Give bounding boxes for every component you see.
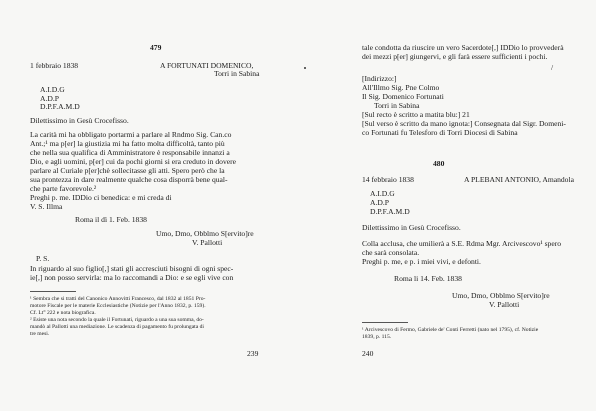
footnote-line: motore Fiscale per le materie Ecclesiastiche (Notizie per l'Anno 1832, p. 159). xyxy=(30,303,206,309)
recipient-name: A PLEBANI ANTONIO, Amandola xyxy=(464,175,574,184)
footnote-line: ² Esiste una nota secondo la quale il Fortunati, riguardo a una sua somma, do- xyxy=(30,317,204,323)
body-line: che parte favorevole.² xyxy=(30,184,97,193)
footnote-line: ¹ Arcivescovo di Fermo, Gabriele de' Conti Ferretti (nato nel 1795), cf. Notizie xyxy=(362,327,539,333)
stray-mark: / xyxy=(551,63,554,72)
address-line: [Indirizzo:] xyxy=(362,74,397,83)
body-line: Colla acclusa, che umilierà a S.E. Rdma Mgr. Arcivescovo¹ spero xyxy=(362,239,562,248)
letter-date: 14 febbraio 1838 xyxy=(362,175,414,184)
body-line: che nella sua qualifica di Amministratore è responsabile innanzi a xyxy=(30,148,230,157)
letter-number: 479 xyxy=(150,43,162,52)
footnote-line: Cf. Lt° 222 e nota biografica. xyxy=(30,310,96,316)
postscript-line: In riguardo al suo figlio[,] stati gli accresciuti bisogni di ogni spec- xyxy=(30,264,234,273)
footnote-rule xyxy=(30,291,76,292)
body-line: che sarà consolata. xyxy=(362,248,420,257)
body-line: V. S. Illma xyxy=(30,202,63,211)
page-number: 240 xyxy=(362,349,374,358)
right-page xyxy=(298,0,596,411)
page-number: 239 xyxy=(247,349,259,358)
body-line: Preghi p. me, e p. i miei vivi, e defonti. xyxy=(362,257,481,266)
footnote-line: mandò al Pallotti una mediazione. Le scadenza di pagamento fu prolungata di xyxy=(30,324,204,330)
address-line: All'Illmo Sig. Pne Colmo xyxy=(362,83,440,92)
address-line: [Sul verso è scritto da mano ignota:] Consegnata dal Sigr. Domeni- xyxy=(362,119,566,128)
footnote-line: tre mesi. xyxy=(30,331,50,337)
postscript-label: P. S. xyxy=(36,254,50,263)
closing-formula: Umo, Dmo, Obblmo S[ervito]re xyxy=(156,229,254,238)
invocation-line: A.I.D.G xyxy=(40,85,65,94)
body-line: Dio, e agli uomini, p[er] cui da pochi giorni si era creduto in dovere xyxy=(30,157,237,166)
salutation: Dilettissimo in Gesù Crocefisso. xyxy=(30,116,129,125)
signature: V. Pallotti xyxy=(489,300,520,309)
continuation-line: tale condotta da riuscire un vero Sacerdote[,] IDDio lo provvederà xyxy=(362,43,564,52)
address-line: [Sul recto è scritto a matita blu:] 21 xyxy=(362,110,470,119)
footnote-rule xyxy=(362,322,408,323)
body-line: La carità mi ha obbligato portarmi a parlare al Rndmo Sig. Can.co xyxy=(30,130,232,139)
footnote-line: 1839, p. 115. xyxy=(362,334,392,340)
place-date: Roma li 14. Feb. 1838 xyxy=(394,274,462,283)
address-line: Torri in Sabina xyxy=(374,101,420,110)
closing-formula: Umo, Dmo, Obblmo S[ervito]re xyxy=(452,291,550,300)
invocation-line: D.P.F.A.M.D xyxy=(370,207,410,216)
letter-number: 480 xyxy=(433,159,445,168)
address-line: co Fortunati fu Telesforo di Torri Diocesi di Sabina xyxy=(362,128,518,137)
body-line: Preghi p. me. IDDio ci benedica: e mi creda di xyxy=(30,193,172,202)
signature: V. Pallotti xyxy=(192,238,223,247)
continuation-line: dei mezzi p[er] giungervi, e gli farà essere sufficienti i pochi. xyxy=(362,52,548,61)
invocation-line: A.I.D.G xyxy=(370,189,395,198)
invocation-line: D.P.F.A.M.D xyxy=(40,102,80,111)
body-line: Ant.;¹ ma p[er] la giustizia mi ha fatto molta difficoltà, tanto più xyxy=(30,139,225,148)
recipient-place: Torri in Sabina xyxy=(214,69,260,78)
body-line: parlare al Curiale p[er]chè sollecitasse gli atti. Spero però che la xyxy=(30,166,225,175)
invocation-line: A.D.P xyxy=(370,198,389,207)
place-date: Roma il dì 1. Feb. 1838 xyxy=(75,215,147,224)
footnote-line: ¹ Sembra che si tratti del Canonico Annovitti Francesco, dal 1832 al 1851 Pro- xyxy=(30,296,206,302)
address-line: Il Sig. Domenico Fortunati xyxy=(362,92,444,101)
salutation: Dilettissimo in Gesù Crocefisso. xyxy=(362,223,461,232)
margin-dot xyxy=(304,67,306,69)
invocation-line: A.D.P xyxy=(40,94,59,103)
recipient-name: A FORTUNATI DOMENICO, xyxy=(160,61,254,70)
letter-date: 1 febbraio 1838 xyxy=(30,61,79,70)
body-line: sua prontezza in dare realmente qualche cosa disporrà bene qual- xyxy=(30,175,228,184)
postscript-line: ie[,] non posso servirla: ma lo raccomandi a Dio: e se egli vive con xyxy=(30,273,234,282)
